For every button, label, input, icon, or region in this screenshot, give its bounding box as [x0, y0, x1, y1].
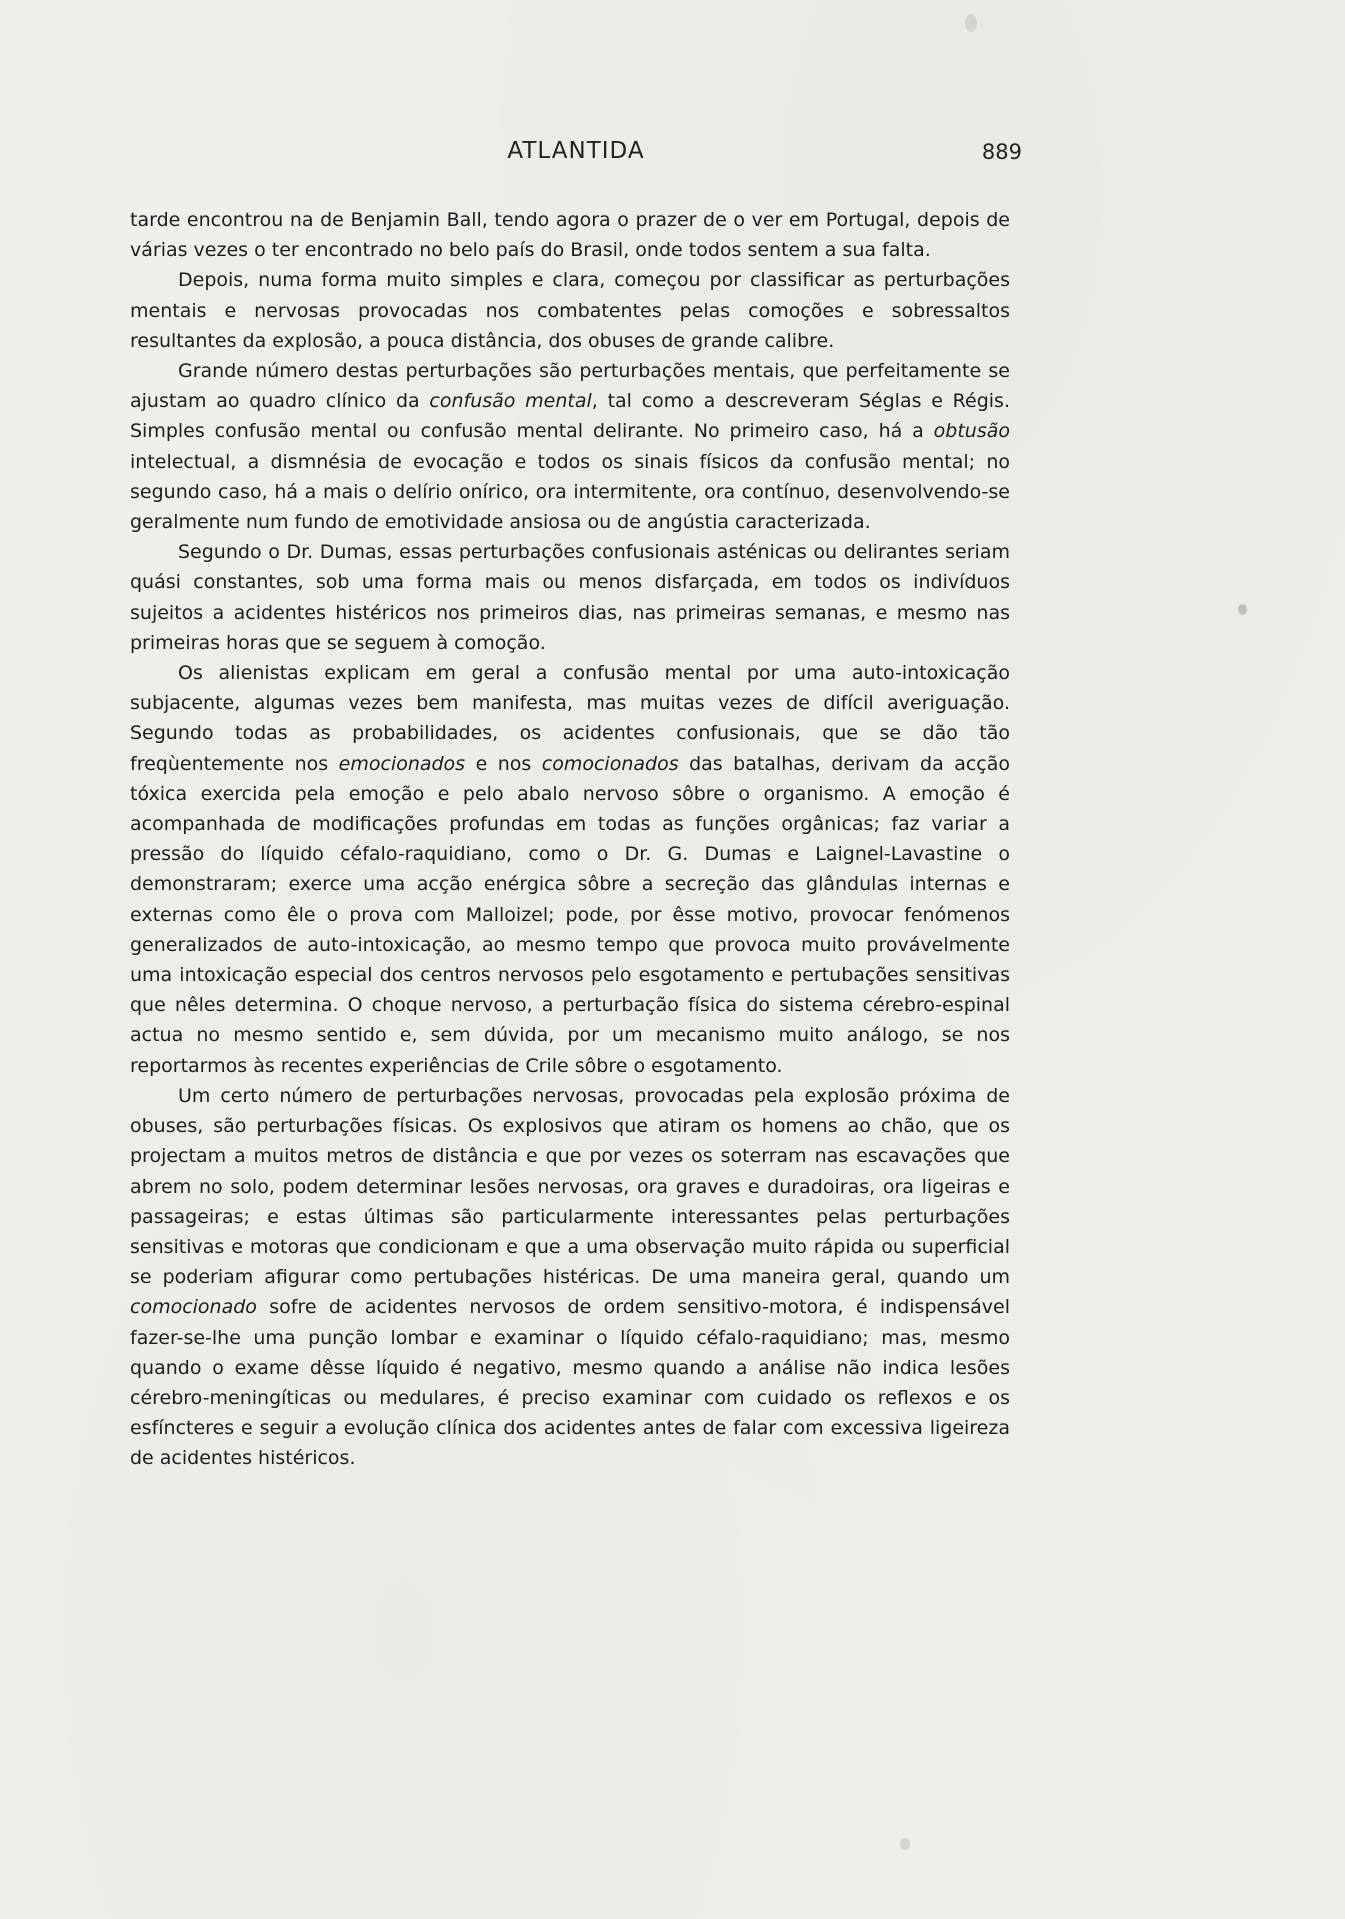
journal-title: ATLANTIDA [507, 138, 645, 164]
text-run: das batalhas, derivam da acção tóxica exercida pela emoção e pelo abalo nervoso sôbre o organismo. A emoção é acompanhada de modificações profundas em todas as funções orgânicas; faz variar a pressão do líquido céfalo-raquidiano, como o Dr. G. Dumas e Laignel-Lavastine o demonstraram; exerce uma acção enérgica sôbre a secreção das glândulas internas e externas como êle o prova com Malloizel; pode, por êsse motivo, provocar fenómenos generalizados de auto-intoxicação, ao mesmo tempo que provoca muito provávelmente uma intoxicação especial dos centros nervosos pelo esgotamento e pertubações sensitivas que nêles determina. O choque nervoso, a perturbação física do sistema cérebro-espinal actua no mesmo sentido e, sem dúvida, por um mecanismo muito análogo, se nos reportarmos às recentes experiências de Crile sôbre o esgotamento. [130, 752, 1010, 1077]
running-head [130, 138, 1022, 172]
text-run: Os alienistas explicam em geral a confusão mental por uma auto-intoxicação subjacente, algumas vezes bem manifesta, mas muitas vezes de difícil averiguação. Segundo todas as probabilidades, os acidentes confusionais, que se dão tão freqùentemente nos [130, 662, 1010, 775]
body-text [130, 205, 1010, 1474]
text-run: , tal como a descreveram Séglas e Régis. Simples confusão mental ou confusão mental delirante. No primeiro caso, há a [130, 390, 1010, 443]
italic-term: comocionado [130, 1296, 257, 1319]
page-number: 889 [981, 140, 1022, 164]
paper-speck [900, 1838, 910, 1850]
text-run: sofre de acidentes nervosos de ordem sensitivo-motora, é indispensável fazer-se-lhe uma punção lombar e examinar o líquido céfalo-raquidiano; mas, mesmo quando o exame dêsse líquido é negativo, mesmo quando a análise não indica lesões cérebro-meningíticas ou medulares, é preciso examinar com cuidado os reflexos e os esfíncteres e seguir a evolução clínica dos acidentes antes de falar com excessiva ligeireza de acidentes histéricos. [130, 1296, 1010, 1470]
paragraph [130, 356, 1010, 537]
text-run: e nos [465, 752, 542, 775]
paragraph: Depois, numa forma muito simples e clara, começou por classificar as perturbações mentais e nervosas provocadas nos combatentes pelas comoções e sobressaltos resultantes da explosão, a pouca distância, dos obuses de grande calibre. [130, 269, 1010, 352]
italic-term: confusão mental [429, 390, 592, 413]
italic-term: emocionados [338, 752, 466, 775]
paragraph [130, 658, 1010, 1081]
text-run: intelectual, a dismnésia de evocação e todos os sinais físicos da confusão mental; no segundo caso, há a mais o delírio onírico, ora intermitente, ora contínuo, desenvolvendo-se geralmente num fundo de emotividade ansiosa ou de angústia caracterizada. [130, 450, 1010, 534]
text-run: Um certo número de perturbações nervosas, provocadas pela explosão próxima de obuses, são perturbações físicas. Os explosivos que atiram os homens ao chão, que os projectam a muitos metros de distância e que por vezes os soterram nas escavações que abrem no solo, podem determinar lesões nervosas, ora graves e duradoiras, ora ligeiras e passageiras; e estas últimas são particularmente interessantes pelas perturbações sensitivas e motoras que condicionam e que a uma observação muito rápida ou superficial se poderiam afigurar como pertubações histéricas. De uma maneira geral, quando um [130, 1084, 1010, 1289]
italic-term: comocionados [541, 752, 679, 775]
text-run: Grande número destas perturbações são perturbações mentais, que perfeitamente se ajustam ao quadro clínico da [130, 360, 1010, 413]
paragraph: tarde encontrou na de Benjamin Ball, tendo agora o prazer de o ver em Portugal, depois de várias vezes o ter encontrado no belo país do Brasil, onde todos sentem a sua falta. [130, 209, 1010, 262]
italic-term: obtusão [933, 420, 1010, 443]
paper-speck [965, 14, 977, 32]
paper-speck [1238, 604, 1247, 615]
paragraph [130, 1081, 1010, 1474]
paragraph: Segundo o Dr. Dumas, essas perturbações confusionais asténicas ou delirantes seriam quási constantes, sob uma forma mais ou menos disfarçada, em todos os indivíduos sujeitos a acidentes histéricos nos primeiros dias, nas primeiras semanas, e mesmo nas primeiras horas que se seguem à comoção. [130, 541, 1010, 654]
